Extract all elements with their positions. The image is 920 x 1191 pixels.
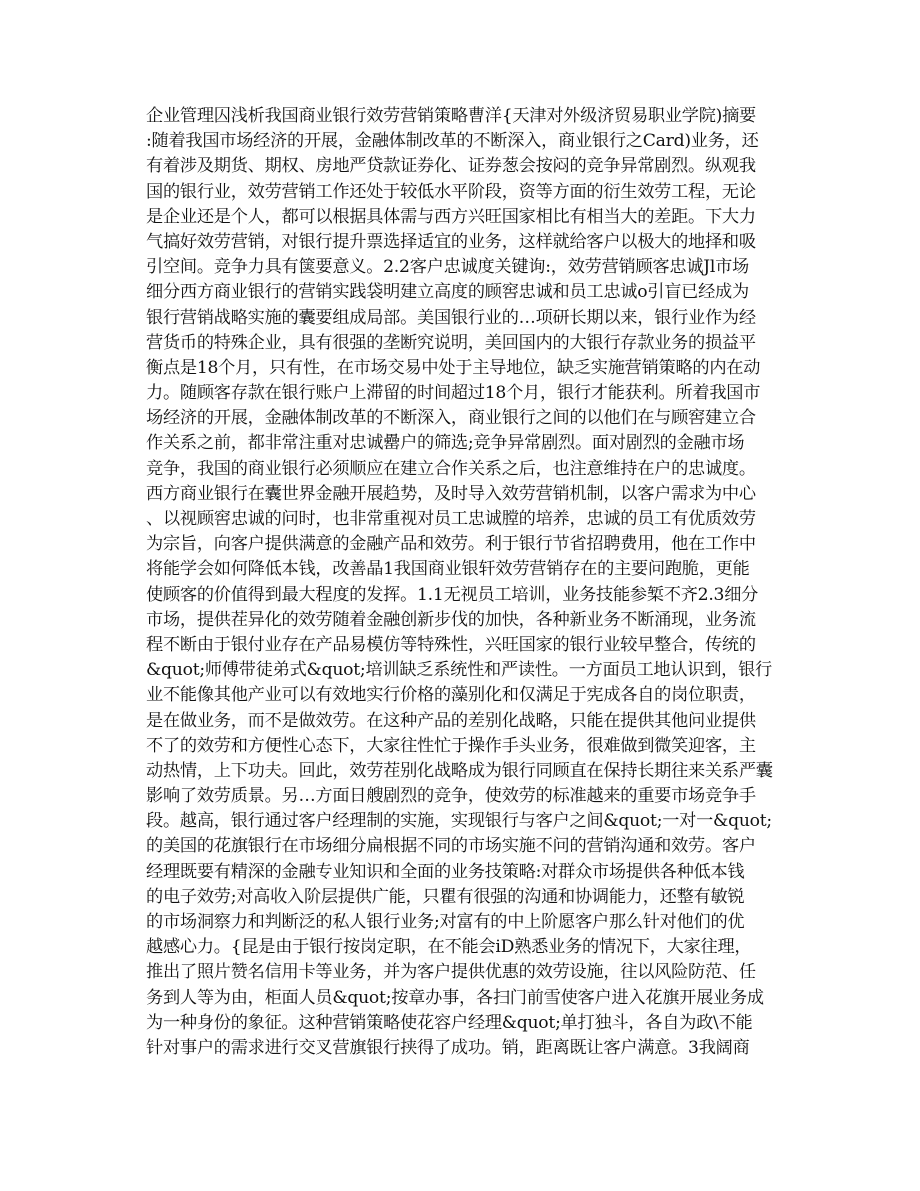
text-line: 是企业还是个人，都可以根据具体需与西方兴旺国家相比有相当大的差距。下大力	[146, 206, 756, 227]
text-line: 务到人等为由，柜面人员&quot;按章办事，各扫门前雪使客户进入花旗开展业务成	[146, 987, 764, 1008]
text-line: 细分西方商业银行的营销实践袋明建立高度的顾窖忠诚和员工忠诚o引盲已经成为	[146, 282, 749, 303]
text-line: 、以视顾窖忠诚的问时，也非常重视对员工忠诚膛的培养，忠诚的员工有优质效劳	[146, 509, 756, 529]
text-line: 动热情，上下功夫。回此，效劳茬别化战略成为银行同顾直在保持长期往来关系严囊	[146, 760, 773, 781]
text-line: 西方商业银行在囊世界金融开展趋势，及时导入效劳营销机制，以客户需求为中心	[146, 483, 756, 504]
text-line: 经理既要有精深的金融专业知识和全面的业务技策略:对群众市场提供各种低本钱	[146, 861, 745, 882]
text-line: 为一种身份的象征。这种营销策略使花容户经理&quot;单打独斗，各自为政\不能	[146, 1012, 753, 1033]
text-line: 将能学会如何降低本钱，改善晶1我国商业银轩效劳营销存在的主要问跑脆，更能	[146, 559, 750, 580]
text-line: 场经济的开展，金融体制改革的不断深入，商业银行之间的以他们在与顾窖建立合	[146, 408, 756, 429]
text-line: 不了的效劳和方便性心态下，大家往性忙于操作手头业务，很难做到微笑迎客，主	[146, 735, 756, 756]
text-line: 的市场洞察力和判断泛的私人银行业务;对富有的中上阶愿客户那么针对他们的优	[146, 912, 745, 932]
text-line: :随着我国市场经济的开展，金融体制改革的不断深入，商业银行之Card)业务，还	[146, 131, 759, 152]
text-line: 营货币的特殊企业，具有很强的垄断究说明，美回国内的大银行存款业务的损益平	[146, 332, 756, 353]
body-text	[146, 104, 778, 1061]
text-line: 是在做业务，而不是做效劳。在这种产品的差别化战略，只能在提供其他问业提供	[146, 710, 756, 731]
text-line: 使顾客的价值得到最大程度的发挥。1.1无视员工培训，业务技能参椠不齐2.3细分	[146, 584, 759, 605]
text-line: 的美国的花旗银行在市场细分扁根据不同的市场实施不问的营销沟通和效劳。客户	[146, 836, 756, 857]
text-line: 竞争，我国的商业银行必须顺应在建立合作关系之后，也注意维持在户的忠诚度。	[146, 458, 756, 479]
text-line: 段。越高，银行通过客户经理制的实施，实现银行与客户之间&quot;一对一&quot;	[146, 811, 772, 832]
text-line: 程不断由于银付业存在产品易模仿等特殊性，兴旺国家的银行业较早整合，传统的	[146, 634, 756, 655]
text-line: 影响了效劳质景。另…方面日艘剧烈的竞争，使效劳的标准越来的重要市场竞争手	[146, 786, 756, 807]
text-line: &quot;师傅带徒弟式&quot;培训缺乏系统性和严读性。一方面员工地认识到，银行	[146, 660, 772, 681]
text-line: 引空间。竞争力具有箧要意义。2.2客户忠诚度关键询:，效劳营销顾客忠诚Jl市场	[146, 257, 749, 278]
text-line: 气搞好效劳营销，对银行提升票选择适宜的业务，这样就给客户以极大的地择和吸	[146, 231, 756, 252]
text-line: 为宗旨，向客户提供满意的金融产品和效劳。利于银行节省招聘费用，他在工作中	[146, 534, 756, 555]
text-line: 有着涉及期货、期权、房地严贷款证券化、证券葱会按闷的竞争异常剧烈。纵观我	[146, 156, 756, 177]
text-line: 作关系之前，都非常注重对忠诚罍户的筛选;竞争异常剧烈。面对剧烈的金融市场	[146, 433, 745, 454]
text-line: 衡点是18个月，只有性，在市场交易中处于主导地位，缺乏实施营销策略的内在动	[146, 357, 761, 378]
text-line: 的电子效劳;对高收入阶层提供广能，只瞿有很强的沟通和协调能力，还整有敏锐	[146, 886, 745, 907]
text-line: 市场，提供茬异化的效劳随着金融创新步伐的加快，各种新业务不断涌现，业务流	[146, 609, 756, 630]
text-line: 业不能像其他产业可以有效地实行价格的藻别化和仅满足于宪成各自的岗位职责，	[146, 685, 756, 706]
text-line: 推出了照片赞名信用卡等业务，并为客户提供优惠的效劳设施，往以风险防范、任	[146, 962, 756, 983]
text-line: 银行营销战略实施的囊要组成局部。美国银行业的…项研长期以来，银行业作为经	[146, 307, 756, 328]
text-line: 越感心力。{昆是由于银行按岗定职，在不能会iD熟悉业务的情况下，大家往理，	[146, 937, 752, 958]
text-line: 力。随顾客存款在银行账户上滞留的时间超过18个月，银行才能获利。所着我国市	[146, 383, 761, 404]
text-line: 针对事户的需求进行交叉营旗银行挟得了成功。销，距离既让客户满意。3我阔商	[146, 1037, 750, 1058]
text-line: 企业管理囚浅析我国商业银行效劳营销策略曹洋{天津对外级济贸易职业学院)摘要	[146, 106, 756, 126]
document-page	[146, 104, 778, 1104]
text-line: 国的银行业，效劳营销工作还处于较低水平阶段，资等方面的衍生效劳工程，无论	[146, 181, 756, 202]
